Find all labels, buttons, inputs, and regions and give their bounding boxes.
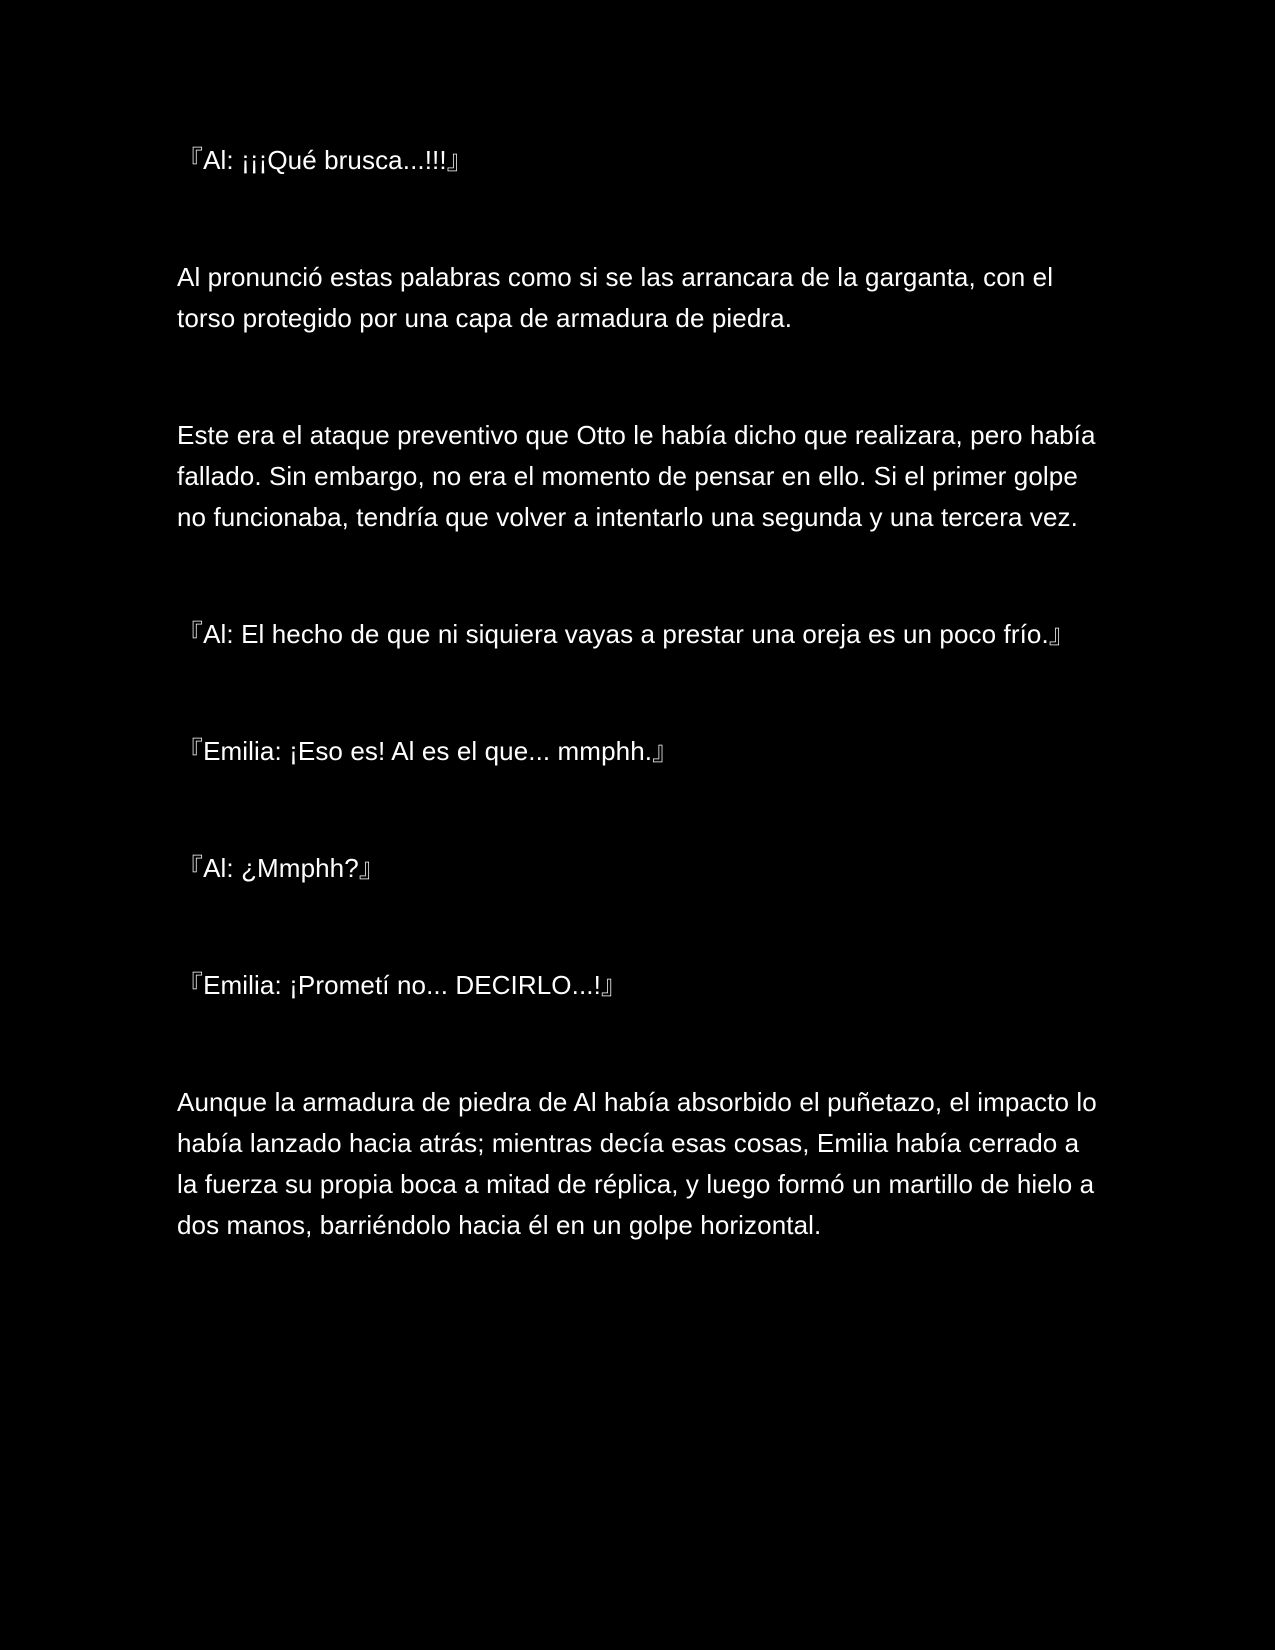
document-page bbox=[177, 140, 1102, 1246]
dialogue-line-al-cold: 『Al: El hecho de que ni siquiera vayas a prestar una oreja es un poco frío.』 bbox=[177, 619, 1075, 649]
narration-paragraph-ice-hammer: Aunque la armadura de piedra de Al había absorbido el puñetazo, el impacto lo había lanzado hacia atrás; mientras decía esas cosas, Emilia había cerrado a la fuerza su propia boca a mitad de réplica, y luego formó un martillo de hielo a dos manos, barriéndolo hacia él en un golpe horizontal. bbox=[177, 1087, 1097, 1240]
dialogue-line-emilia-prometi: 『Emilia: ¡Prometí no... DECIRLO...!』 bbox=[177, 970, 628, 1000]
narration-paragraph-preventive-attack: Este era el ataque preventivo que Otto le había dicho que realizara, pero había fallado. Sin embargo, no era el momento de pensar en ello. Si el primer golpe no funcionaba, tendría que volver a intentarlo una segunda y una tercera vez. bbox=[177, 420, 1096, 532]
narration-paragraph-stone-armor: Al pronunció estas palabras como si se las arrancara de la garganta, con el torso protegido por una capa de armadura de piedra. bbox=[177, 262, 1054, 333]
dialogue-line-al-mmphh: 『Al: ¿Mmphh?』 bbox=[177, 853, 385, 883]
dialogue-line-al-brusca: 『Al: ¡¡¡Qué brusca...!!!』 bbox=[177, 145, 473, 175]
dialogue-line-emilia-eso-es: 『Emilia: ¡Eso es! Al es el que... mmphh.』 bbox=[177, 736, 679, 766]
